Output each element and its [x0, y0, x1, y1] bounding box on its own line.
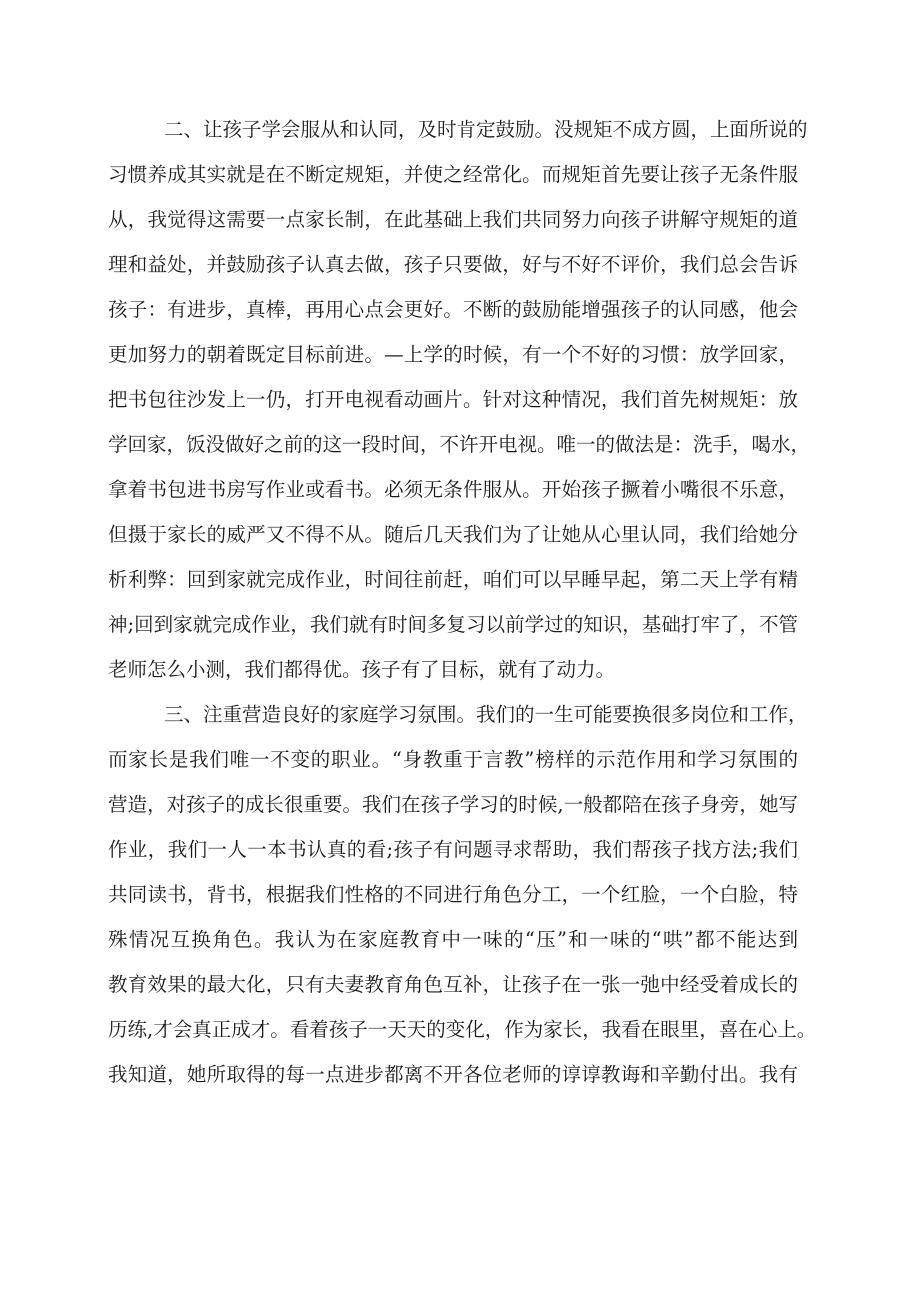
text-line: 习惯养成其实就是在不断定规矩，并使之经常化。而规矩首先要让孩子无条件服 — [108, 163, 798, 186]
text-line: 把书包往沙发上一仍，打开电视看动画片。针对这种情况，我们首先树规矩：放 — [108, 388, 798, 411]
text-line: 殊情况互换角色。我认为在家庭教育中一味的“压”和一味的“哄”都不能达到 — [108, 928, 798, 951]
text-line: 作业，我们一人一本书认真的看;孩子有问题寻求帮助，我们帮孩子找方法;我们 — [108, 838, 798, 861]
text-line: 拿着书包进书房写作业或看书。必须无条件服从。开始孩子撅着小嘴很不乐意， — [108, 478, 798, 501]
text-line: 我知道，她所取得的每一点进步都离不开各位老师的谆谆教诲和辛勤付出。我有 — [108, 1063, 798, 1086]
text-line: 学回家，饭没做好之前的这一段时间，不许开电视。唯一的做法是：洗手，喝水， — [108, 433, 811, 456]
text-line: 孩子：有进步，真棒，再用心点会更好。不断的鼓励能增强孩子的认同感，他会 — [108, 298, 798, 321]
text-line: 教育效果的最大化，只有夫妻教育角色互补，让孩子在一张一弛中经受着成长的 — [108, 973, 798, 996]
text-line: 理和益处，并鼓励孩子认真去做，孩子只要做，好与不好不评价，我们总会告诉 — [108, 253, 798, 276]
text-line: 历练,才会真正成才。看着孩子一天天的变化，作为家长，我看在眼里，喜在心上。 — [108, 1018, 817, 1041]
text-line: 三、注重营造良好的家庭学习氛围。我们的一生可能要换很多岗位和工作， — [164, 703, 808, 726]
text-line: 更加努力的朝着既定目标前进。—上学的时候，有一个不好的习惯：放学回家， — [108, 343, 798, 366]
text-line: 老师怎么小测，我们都得优。孩子有了目标，就有了动力。 — [108, 658, 616, 681]
text-line: 析利弊：回到家就完成作业，时间往前赶，咱们可以早睡早起，第二天上学有精 — [108, 568, 798, 591]
text-line: 从，我觉得这需要一点家长制，在此基础上我们共同努力向孩子讲解守规矩的道 — [108, 208, 798, 231]
text-line: 而家长是我们唯一不变的职业。“身教重于言教”榜样的示范作用和学习氛围的 — [108, 748, 798, 771]
text-line: 神;回到家就完成作业，我们就有时间多复习以前学过的知识，基础打牢了，不管 — [108, 613, 798, 636]
text-line: 营造，对孩子的成长很重要。我们在孩子学习的时候,一般都陪在孩子身旁，她写 — [108, 793, 798, 816]
text-line: 共同读书，背书，根据我们性格的不同进行角色分工，一个红脸，一个白脸，特 — [108, 883, 798, 906]
text-line: 二、让孩子学会服从和认同，及时肯定鼓励。没规矩不成方圆，上面所说的 — [164, 118, 808, 141]
text-line: 但摄于家长的威严又不得不从。随后几天我们为了让她从心里认同，我们给她分 — [108, 523, 798, 546]
